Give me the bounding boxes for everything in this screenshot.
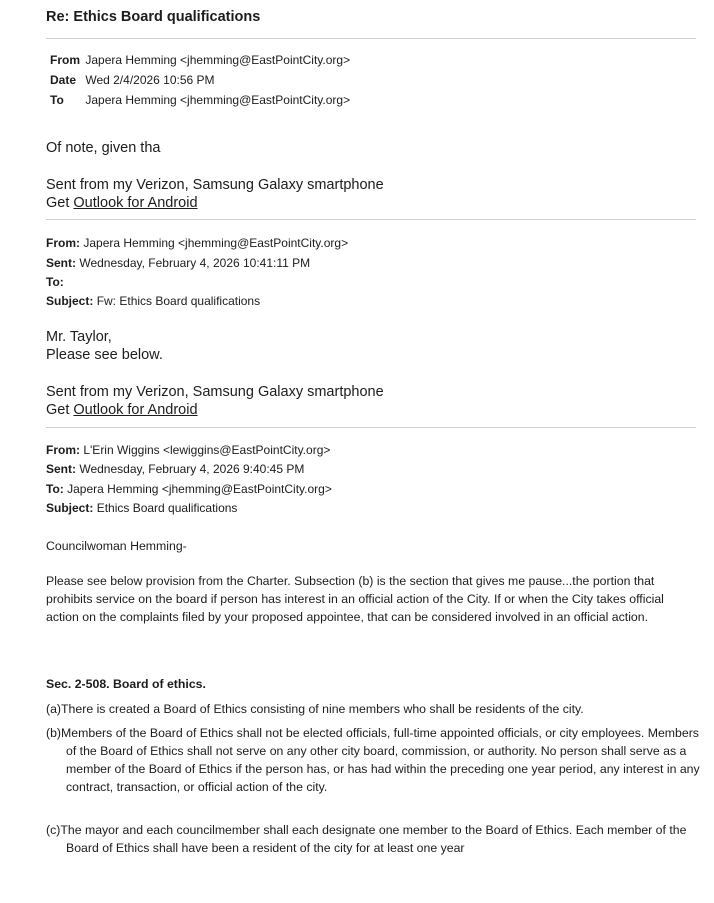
from-value[interactable]: Japera Hemming <jhemming@EastPointCity.org>: [85, 53, 351, 67]
date-value: Wed 2/4/2026 10:56 PM: [85, 73, 215, 87]
fw-from-label: From:: [46, 236, 80, 250]
to-row: [50, 93, 350, 107]
charter-item-a: (a)There is created a Board of Ethics consisting of nine members who shall be residents of the city.: [46, 702, 584, 716]
orig-from-value[interactable]: L'Erin Wiggins <lewiggins@EastPointCity.org>: [83, 443, 331, 457]
fw-sent-value: Wednesday, February 4, 2026 10:41:11 PM: [79, 256, 311, 270]
orig-sent-label: Sent:: [46, 462, 76, 476]
header-divider: [46, 38, 696, 39]
fw-sent-row: [46, 256, 310, 270]
fw-sent-label: Sent:: [46, 256, 76, 270]
fw-signature: Sent from my Verizon, Samsung Galaxy smartphone: [46, 384, 384, 400]
charter-item-b: (b)Members of the Board of Ethics shall not be elected officials, full-time appointed officials, or city employees. Members of the Board of Ethics shall not serve on any other city board, commission, or authority. No person shall serve as a member of the Board of Ethics if the person has, or has had within the preceding one year period, any interest in any contract, transaction, or official action of the city.: [46, 726, 700, 794]
email-subject: Re: Ethics Board qualifications: [46, 9, 261, 25]
outlook-link[interactable]: Outlook for Android: [73, 195, 198, 211]
from-label: From: [50, 53, 80, 67]
orig-from-label: From:: [46, 443, 80, 457]
fw-outlook-link[interactable]: Outlook for Android: [73, 402, 198, 418]
to-value[interactable]: Japera Hemming <jhemming@EastPointCity.org>: [85, 93, 351, 107]
orig-sent-value: Wednesday, February 4, 2026 9:40:45 PM: [79, 462, 305, 476]
fw-body: Please see below.: [46, 347, 163, 363]
charter-item-c: (c)The mayor and each councilmember shall each designate one member to the Board of Ethics. Each member of the Board of Ethics shall have been a resident of the city for at least one year: [46, 823, 687, 855]
fw-from-value[interactable]: Japera Hemming <jhemming@EastPointCity.org>: [83, 236, 349, 250]
fw-outlook-line: [46, 402, 198, 418]
fw-subject-label: Subject:: [46, 294, 94, 308]
fw-greeting: Mr. Taylor,: [46, 329, 112, 345]
divider: [46, 219, 696, 220]
to-label: To: [50, 93, 64, 107]
fw-get-prefix: Get: [46, 402, 74, 418]
fw-to-row: [46, 275, 64, 289]
fw-subject-value: Fw: Ethics Board qualifications: [96, 294, 261, 308]
date-label: Date: [50, 73, 77, 87]
message-body: Of note, given tha: [46, 140, 161, 156]
orig-subject-row: [46, 501, 237, 515]
orig-subject-value: Ethics Board qualifications: [96, 501, 238, 515]
orig-sent-row: [46, 462, 304, 476]
fw-subject-row: [46, 294, 260, 308]
orig-to-row: [46, 482, 332, 496]
orig-from-row: [46, 443, 330, 457]
orig-to-label: To:: [46, 482, 64, 496]
from-row: [50, 53, 350, 67]
outlook-line: [46, 195, 198, 211]
orig-paragraph: Please see below provision from the Charter. Subsection (b) is the section that gives me pause...the portion that prohibits service on the board if person has interest in an official action of the City. If or when the City takes official action on the complaints filed by your proposed appointee, that can be considered involved in an official action.: [46, 574, 664, 624]
get-prefix: Get: [46, 195, 74, 211]
section-heading: Sec. 2-508. Board of ethics.: [46, 677, 206, 691]
fw-to-label: To:: [46, 275, 64, 289]
fw-from-row: [46, 236, 348, 250]
signature: Sent from my Verizon, Samsung Galaxy smartphone: [46, 177, 384, 193]
orig-greeting: Councilwoman Hemming-: [46, 539, 187, 553]
date-row: [50, 73, 215, 87]
divider: [46, 427, 696, 428]
orig-subject-label: Subject:: [46, 501, 94, 515]
orig-to-value[interactable]: Japera Hemming <jhemming@EastPointCity.org>: [67, 482, 332, 496]
